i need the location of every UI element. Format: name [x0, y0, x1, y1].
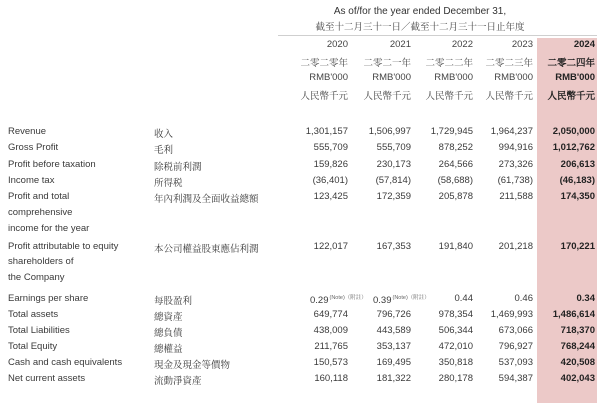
value-cell [467, 175, 533, 186]
column-header-year: 2022 [451, 39, 473, 50]
cell-value: 420,508 [560, 357, 595, 368]
cell-value: 123,425 [313, 191, 348, 202]
cell-value: 0.44 [454, 293, 473, 304]
row-label-en: Profit and total [8, 191, 70, 202]
value-cell [467, 241, 533, 252]
cell-value: 718,370 [560, 325, 595, 336]
value-cell [407, 241, 473, 252]
value-cell [282, 175, 348, 186]
value-cell [345, 126, 411, 137]
column-header-unit-zh: 人民幣千元 [547, 91, 595, 102]
table-row [0, 256, 600, 269]
column-header-unit: RMB'000 [555, 72, 595, 83]
row-label-zh: 每股盈利 [154, 296, 193, 307]
cell-value: 978,354 [438, 309, 473, 320]
value-cell [467, 142, 533, 153]
cell-value: 555,709 [313, 142, 348, 153]
cell-value: 230,173 [376, 159, 411, 170]
cell-value: 1,301,157 [305, 126, 348, 137]
value-cell [282, 126, 348, 137]
value-cell [407, 373, 473, 384]
row-label-en: Earnings per share [8, 293, 89, 304]
value-cell [407, 142, 473, 153]
column-header-unit: RMB'000 [372, 72, 411, 83]
value-cell [282, 159, 348, 170]
value-cell [529, 293, 595, 304]
cell-value: 174,350 [560, 191, 595, 202]
value-cell [282, 142, 348, 153]
value-cell [407, 191, 473, 202]
value-cell [345, 241, 411, 252]
row-label-zh: 總權益 [154, 344, 183, 355]
cell-value: 159,826 [313, 159, 348, 170]
column-header-year: 2021 [389, 39, 411, 50]
column-header-year: 2024 [573, 39, 595, 50]
column-header-unit-zh: 人民幣千元 [363, 91, 411, 102]
cell-value: 472,010 [438, 341, 473, 352]
table-row [0, 142, 600, 155]
table-row [0, 159, 600, 172]
row-label-en: the Company [8, 272, 65, 283]
cell-value: 273,326 [498, 159, 533, 170]
row-label-en: Net current assets [8, 373, 86, 384]
column-header-unit: RMB'000 [494, 72, 533, 83]
value-cell [467, 373, 533, 384]
value-cell [345, 341, 411, 352]
value-cell [467, 309, 533, 320]
cell-value: 170,221 [560, 241, 595, 252]
table-row [0, 293, 600, 306]
cell-value: 994,916 [498, 142, 533, 153]
value-cell [345, 142, 411, 153]
value-cell [529, 142, 595, 153]
value-cell [467, 341, 533, 352]
cell-value: 796,726 [376, 309, 411, 320]
table-row [0, 325, 600, 338]
cell-value: 537,093 [498, 357, 533, 368]
value-cell [282, 357, 348, 368]
value-cell [529, 126, 595, 137]
cell-value: 169,495 [376, 357, 411, 368]
table-row [0, 175, 600, 188]
table-row [0, 341, 600, 354]
column-header-unit-zh: 人民幣千元 [300, 91, 348, 102]
cell-value: 649,774 [313, 309, 348, 320]
row-label-zh: 本公司權益股東應佔利潤 [154, 244, 259, 255]
cell-value: 353,137 [376, 341, 411, 352]
value-cell [345, 175, 411, 186]
row-label-zh: 所得税 [154, 178, 183, 189]
value-cell [529, 309, 595, 320]
row-label-en: Total Liabilities [8, 325, 70, 336]
value-cell [467, 159, 533, 170]
cell-value: 594,387 [498, 373, 533, 384]
cell-value: 150,573 [313, 357, 348, 368]
cell-value: 280,178 [438, 373, 473, 384]
column-header-year-zh: 二零二三年 [485, 58, 533, 69]
cell-value: 0.46 [514, 293, 533, 304]
row-label-zh: 總負債 [154, 328, 183, 339]
cell-value: 438,009 [313, 325, 348, 336]
value-cell [282, 309, 348, 320]
cell-value: 191,840 [438, 241, 473, 252]
row-label-en: Income tax [8, 175, 55, 186]
period-heading-en: As of/for the year ended December 31, [333, 6, 507, 17]
row-label-en: Profit attributable to equity [8, 241, 119, 252]
value-cell [467, 293, 533, 304]
row-label-en: comprehensive [8, 207, 73, 218]
value-cell [407, 309, 473, 320]
value-cell [345, 309, 411, 320]
cell-value: 1,469,993 [490, 309, 533, 320]
table-row [0, 272, 600, 285]
note-marker: (Note)（附註） [329, 295, 367, 301]
cell-value: 673,066 [498, 325, 533, 336]
row-label-en: Total assets [8, 309, 59, 320]
column-header-unit: RMB'000 [309, 72, 348, 83]
value-cell [282, 341, 348, 352]
value-cell [467, 126, 533, 137]
value-cell [282, 191, 348, 202]
cell-value: 350,818 [438, 357, 473, 368]
column-header-unit: RMB'000 [434, 72, 473, 83]
cell-value: 201,218 [498, 241, 533, 252]
row-label-zh: 現金及現金等價物 [154, 360, 231, 371]
value-cell [407, 175, 473, 186]
cell-value: 206,613 [560, 159, 595, 170]
value-cell [529, 341, 595, 352]
cell-value: 1,506,997 [368, 126, 411, 137]
cell-value: 167,353 [376, 241, 411, 252]
column-header-year-zh: 二零二二年 [425, 58, 473, 69]
value-cell [282, 373, 348, 384]
cell-value: 1,012,762 [552, 142, 595, 153]
row-label-en: Cash and cash equivalents [8, 357, 123, 368]
row-label-en: Gross Profit [8, 142, 59, 153]
row-label-en: income for the year [8, 223, 90, 234]
table-row [0, 207, 600, 220]
cell-value: 264,566 [438, 159, 473, 170]
table-row [0, 126, 600, 139]
cell-value: (61,738) [497, 175, 533, 186]
value-cell [529, 175, 595, 186]
value-cell [529, 325, 595, 336]
value-cell [407, 126, 473, 137]
cell-value: 506,344 [438, 325, 473, 336]
column-header-unit-zh: 人民幣千元 [485, 91, 533, 102]
cell-value: 211,765 [314, 341, 348, 352]
period-heading-zh: 截至十二月三十一日／截至十二月三十一日止年度 [315, 22, 525, 33]
cell-value: 0.34 [576, 293, 595, 304]
cell-value: 443,589 [376, 325, 411, 336]
value-cell [529, 357, 595, 368]
table-row [0, 357, 600, 370]
value-cell [467, 325, 533, 336]
value-cell [529, 241, 595, 252]
cell-value: 0.29 [310, 295, 329, 307]
cell-value: 0.39 [373, 295, 392, 307]
row-label-zh: 年內利潤及全面收益總額 [154, 194, 259, 205]
value-cell [407, 293, 473, 304]
value-cell [345, 159, 411, 170]
value-cell [345, 191, 411, 202]
row-label-en: shareholders of [8, 256, 74, 267]
value-cell [282, 241, 348, 252]
header-divider [278, 35, 597, 36]
row-label-en: Profit before taxation [8, 159, 96, 170]
cell-value: (57,814) [375, 175, 411, 186]
column-header-year-zh: 二零二四年 [547, 58, 595, 69]
value-cell [345, 373, 411, 384]
table-row [0, 241, 600, 254]
cell-value: 205,878 [438, 191, 473, 202]
table-row [0, 223, 600, 236]
row-label-zh: 總資產 [154, 312, 183, 323]
cell-value: 402,043 [560, 373, 595, 384]
cell-value: (58,688) [437, 175, 473, 186]
value-cell [310, 293, 370, 306]
cell-value: (36,401) [312, 175, 348, 186]
column-header-year: 2020 [326, 39, 348, 50]
value-cell [407, 357, 473, 368]
cell-value: 160,118 [314, 373, 348, 384]
column-header-unit-zh: 人民幣千元 [425, 91, 473, 102]
cell-value: 211,588 [499, 191, 533, 202]
value-cell [407, 325, 473, 336]
value-cell [282, 325, 348, 336]
cell-value: (46,183) [559, 175, 595, 186]
cell-value: 796,927 [498, 341, 533, 352]
row-label-zh: 毛利 [154, 145, 174, 156]
cell-value: 181,322 [376, 373, 411, 384]
cell-value: 878,252 [438, 142, 473, 153]
value-cell [345, 357, 411, 368]
row-label-zh: 流動淨資產 [154, 376, 202, 387]
value-cell [529, 373, 595, 384]
value-cell [407, 159, 473, 170]
value-cell [467, 191, 533, 202]
cell-value: 1,486,614 [552, 309, 595, 320]
value-cell [529, 159, 595, 170]
cell-value: 2,050,000 [552, 126, 595, 137]
row-label-zh: 收入 [154, 129, 174, 140]
value-cell [345, 325, 411, 336]
table-row [0, 373, 600, 386]
column-header-year-zh: 二零二一年 [363, 58, 411, 69]
note-marker: (Note)（附註） [392, 295, 430, 301]
cell-value: 768,244 [560, 341, 595, 352]
column-header-year: 2023 [511, 39, 533, 50]
column-header-year-zh: 二零二零年 [300, 58, 348, 69]
value-cell [467, 357, 533, 368]
cell-value: 1,729,945 [430, 126, 473, 137]
row-label-en: Revenue [8, 126, 47, 137]
row-label-en: Total Equity [8, 341, 58, 352]
table-row [0, 191, 600, 204]
cell-value: 555,709 [376, 142, 411, 153]
cell-value: 1,964,237 [490, 126, 533, 137]
value-cell [407, 341, 473, 352]
cell-value: 122,017 [313, 241, 348, 252]
table-row [0, 309, 600, 322]
cell-value: 172,359 [376, 191, 411, 202]
row-label-zh: 除税前利潤 [154, 162, 202, 173]
value-cell [529, 191, 595, 202]
